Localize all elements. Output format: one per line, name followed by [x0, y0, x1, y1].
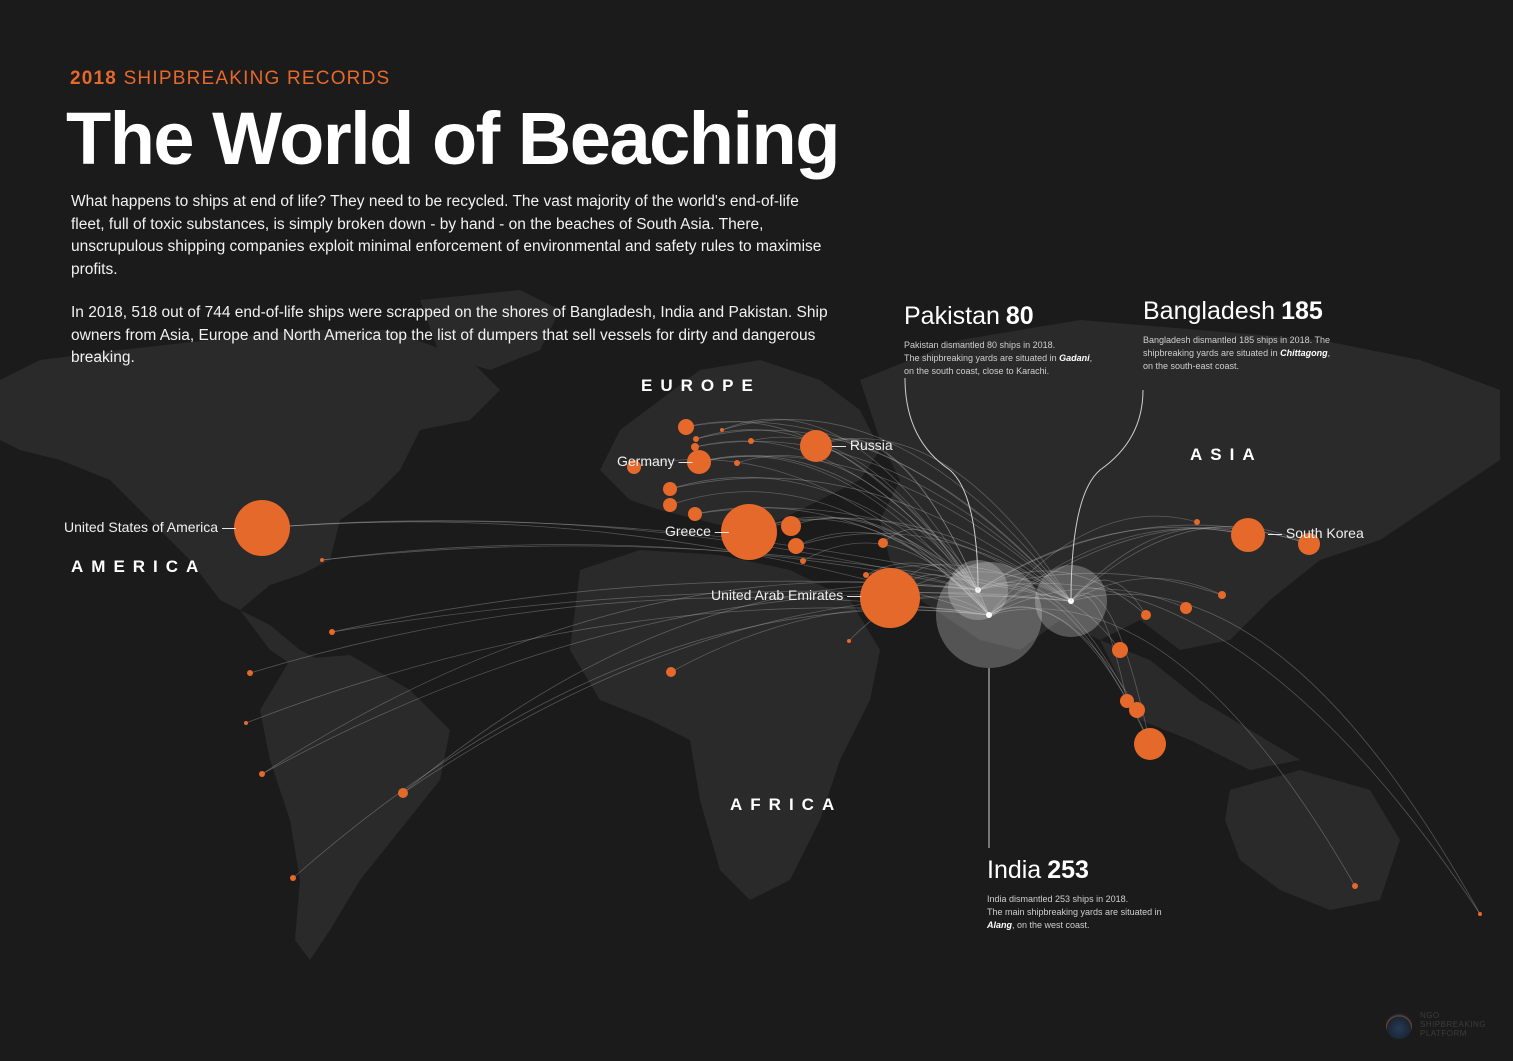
- callout-pakistan-desc-1: Pakistan dismantled 80 ships in 2018.: [904, 340, 1056, 350]
- callout-india-desc-3b: , on the west coast.: [1012, 920, 1090, 930]
- callout-bangladesh-desc-2c: ,: [1327, 348, 1331, 358]
- country-label-south-korea-text: South Korea: [1285, 525, 1364, 541]
- origin-bubble-greece: [721, 504, 777, 560]
- origin-bubble-us-south: [320, 558, 324, 562]
- callout-pakistan-count: 80: [1005, 302, 1034, 330]
- callout-india-desc-3: [987, 919, 1207, 932]
- origin-bubble-uk: [691, 443, 699, 451]
- origin-bubble-singapore: [1134, 728, 1166, 760]
- origin-bubble-egypt: [847, 639, 851, 643]
- callout-pakistan-desc: [904, 339, 1124, 378]
- country-label-uae: United Arab Emirates —: [711, 587, 862, 603]
- callout-pakistan-name: Pakistan: [904, 302, 1000, 330]
- destination-bubbles: [936, 560, 1107, 668]
- origin-bubble-usa: [234, 500, 290, 556]
- origin-bubble-saudi: [863, 572, 869, 578]
- callout-india-count: 253: [1047, 856, 1089, 884]
- origin-bubble-italy: [688, 507, 702, 521]
- destination-dot-india: [986, 612, 992, 618]
- callout-bangladesh-desc-1: Bangladesh dismantled 185 ships in 2018. The: [1143, 335, 1330, 345]
- origin-bubble-mexico: [329, 629, 335, 635]
- origin-bubble-cyprus: [788, 538, 804, 554]
- country-label-greece: Greece —: [665, 523, 729, 539]
- origin-bubble-colombia: [247, 670, 253, 676]
- country-label-greece-text: Greece: [665, 523, 711, 539]
- callout-bangladesh: [1143, 297, 1363, 373]
- country-label-germany-text: Germany: [617, 453, 675, 469]
- origin-bubble-china-east: [1194, 519, 1200, 525]
- country-label-usa-text: United States of America: [64, 519, 219, 535]
- kicker-text: SHIPBREAKING RECORDS: [123, 68, 391, 89]
- origin-bubble-peru: [259, 771, 265, 777]
- intro-paragraph-1: What happens to ships at end of life? They need to be recycled. The vast majority of the world's end-of-life fleet, full of toxic substances, is simply broken down - by hand - on the beaches of South Asia. There, unscrupulous shipping companies exploit minimal enforcement of environmental and safety rules to maximise profits.: [71, 193, 822, 278]
- logo-line-2: SHIPBREAKING: [1420, 1020, 1487, 1029]
- country-label-usa: United States of America —: [64, 519, 236, 535]
- origin-bubble-nigeria: [666, 667, 676, 677]
- callout-pakistan-title: [904, 302, 1124, 331]
- continent-label-africa: AFRICA: [730, 795, 843, 814]
- callout-bangladesh-desc: [1143, 334, 1363, 373]
- origin-bubble-black-sea: [800, 558, 806, 564]
- callout-bangladesh-desc-2: [1143, 347, 1363, 360]
- land-australia: [1225, 770, 1400, 910]
- callout-pakistan-desc-2c: ,: [1089, 353, 1093, 363]
- callout-india: [987, 856, 1207, 932]
- logo-line-3: PLATFORM: [1420, 1029, 1467, 1038]
- origin-bubble-caribbean: [244, 721, 248, 725]
- callout-india-desc-2: The main shipbreaking yards are situated in: [987, 907, 1162, 917]
- kicker: [70, 68, 390, 90]
- origin-bubble-vietnam: [1141, 610, 1151, 620]
- continent-label-asia: ASIA: [1190, 445, 1263, 464]
- origin-bubble-chile: [290, 875, 296, 881]
- callout-bangladesh-desc-3: on the south-east coast.: [1143, 361, 1240, 371]
- origin-bubble-thailand: [1112, 642, 1128, 658]
- logo-globe-icon: [1386, 1013, 1412, 1039]
- kicker-year: 2018: [70, 68, 118, 89]
- continent-label-europe: EUROPE: [641, 376, 761, 395]
- origin-bubble-uae: [860, 568, 920, 628]
- intro-paragraph-2: In 2018, 518 out of 744 end-of-life ships were scrapped on the shores of Bangladesh, India and Pakistan. Ship owners from Asia, Europe and North America top the list of dumpers that sell vessels for dirty and dangerous breaking.: [71, 304, 828, 366]
- country-label-south-korea: — South Korea: [1268, 525, 1364, 541]
- country-label-uae-text: United Arab Emirates: [711, 587, 844, 603]
- callout-bangladesh-count: 185: [1281, 297, 1323, 325]
- ngo-platform-logo: [1386, 1011, 1496, 1045]
- logo-line-1: NGO: [1420, 1011, 1440, 1020]
- country-label-russia-text: Russia: [849, 437, 893, 453]
- origin-bubble-malaysia-2: [1129, 702, 1145, 718]
- callout-pakistan-desc-3: on the south coast, close to Karachi.: [904, 366, 1050, 376]
- origin-bubble-norway: [678, 419, 694, 435]
- origin-bubble-brazil: [398, 788, 408, 798]
- origin-bubble-turkey: [781, 516, 801, 536]
- callout-bangladesh-desc-2a: shipbreaking yards are situated in: [1143, 348, 1281, 358]
- callout-india-title: [987, 856, 1207, 885]
- callout-india-name: India: [987, 856, 1042, 884]
- page-title: The World of Beaching: [66, 97, 839, 180]
- origin-bubble-iran: [878, 538, 888, 548]
- callout-bangladesh-title: [1143, 297, 1363, 326]
- origin-bubble-france: [663, 482, 677, 496]
- origin-bubble-baltic-2: [748, 438, 754, 444]
- callout-pakistan-yard: Gadani: [1059, 353, 1090, 363]
- callout-pakistan-desc-2a: The shipbreaking yards are situated in: [904, 353, 1060, 363]
- origin-bubble-russia: [800, 430, 832, 462]
- origin-bubble-hongkong: [1180, 602, 1192, 614]
- country-label-russia: — Russia: [832, 437, 893, 453]
- origin-bubble-spain: [663, 498, 677, 512]
- land-south-america: [260, 655, 450, 960]
- origin-bubble-south-korea: [1231, 518, 1265, 552]
- callout-india-yard: Alang: [987, 920, 1013, 930]
- callout-india-desc-1: India dismantled 253 ships in 2018.: [987, 894, 1129, 904]
- logo-text: [1420, 1011, 1486, 1038]
- callout-bangladesh-name: Bangladesh: [1143, 297, 1276, 325]
- callout-pakistan-desc-2: [904, 352, 1124, 365]
- origin-bubble-poland: [734, 460, 740, 466]
- callout-bangladesh-yard: Chittagong: [1280, 348, 1328, 358]
- callout-pakistan: [904, 302, 1124, 378]
- origin-bubble-taiwan: [1218, 591, 1226, 599]
- origin-bubble-new-zealand: [1478, 912, 1482, 916]
- origin-bubble-baltic-1: [720, 428, 724, 432]
- country-label-germany: Germany —: [617, 453, 693, 469]
- origin-bubble-indonesia: [1352, 883, 1358, 889]
- continent-label-america: AMERICA: [71, 557, 207, 576]
- callout-india-desc: [987, 893, 1207, 932]
- origin-bubble-denmark: [693, 436, 699, 442]
